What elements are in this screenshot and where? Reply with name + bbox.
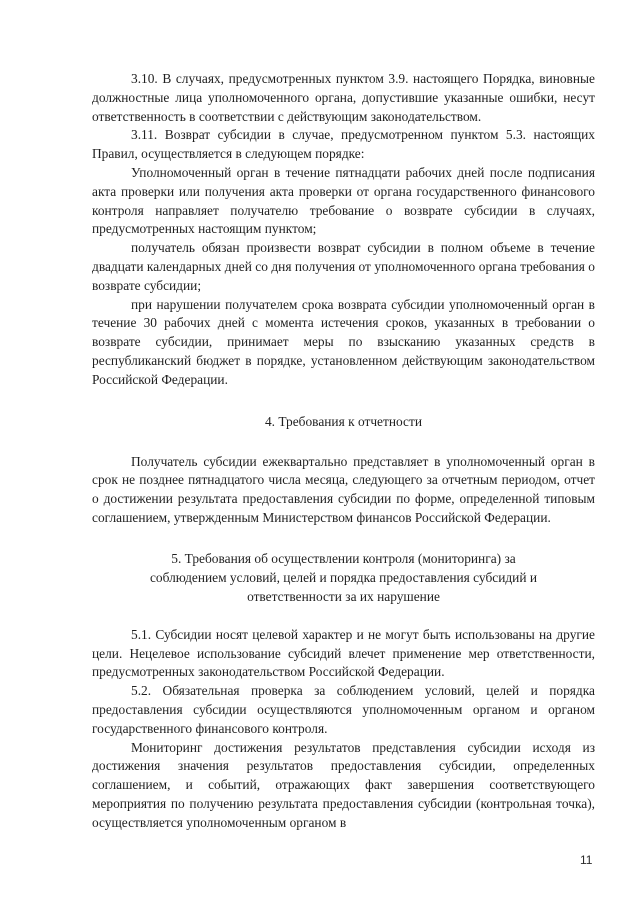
document-body bbox=[92, 70, 595, 833]
section-4-heading: 4. Требования к отчетности bbox=[264, 413, 423, 429]
section-4-paragraph: Получатель субсидии ежеквартально представляет в уполномоченный орган в срок не позднее пятнадцатого числа месяца, следующего за отчетным периодом, отчет о достижении результата предоставления субсидии по форме, определенной типовым соглашением, утвержденным Министерством финансов Российской Федерации. bbox=[92, 453, 595, 525]
paragraph-3-10: 3.10. В случаях, предусмотренных пунктом 3.9. настоящего Порядка, виновные должностные лица уполномоченного органа, допустившие указанные ошибки, несут ответственность в соответствии с действующим законодательством. bbox=[92, 71, 595, 124]
paragraph-3-11-item-1: Уполномоченный орган в течение пятнадцати рабочих дней после подписания акта проверки или получения акта проверки от органа государственного финансового контроля направляет получателю требование о возврате субсидии в случаях, предусмотренных настоящим пунктом; bbox=[92, 164, 595, 237]
paragraph-monitoring: Мониторинг достижения результатов представления субсидии исходя из достижения значения результатов предоставления субсидии, определенных соглашением, и событий, отражающих факт завершения соответствующего мероприятия по получению результата предоставления субсидии (контрольная точка), осуществляется уполномоченным органом в bbox=[92, 739, 595, 830]
section-5-heading-line: ответственности за их нарушение bbox=[247, 588, 440, 604]
paragraph-3-11-item-2: получатель обязан произвести возврат субсидии в полном объеме в течение двадцати календарных дней со дня получения от уполномоченного органа требования о возврате субсидии; bbox=[92, 240, 595, 293]
paragraph-5-2: 5.2. Обязательная проверка за соблюдением условий, целей и порядка предоставления субсидии осуществляются уполномоченным органом и органом государственного финансового контроля. bbox=[92, 683, 595, 736]
section-5-heading-line: 5. Требования об осуществлении контроля (мониторинга) за bbox=[171, 550, 516, 566]
paragraph-3-11: 3.11. Возврат субсидии в случае, предусмотренном пунктом 5.3. настоящих Правил, осуществляется в следующем порядке: bbox=[92, 127, 595, 162]
section-5-heading-line: соблюдением условий, целей и порядка предоставления субсидий и bbox=[149, 569, 538, 585]
paragraph-5-1: 5.1. Субсидии носят целевой характер и не могут быть использованы на другие цели. Нецелевое использование субсидий влечет применение мер ответственности, предусмотренных законодательством Российской Федерации. bbox=[92, 626, 595, 680]
paragraph-3-11-item-3: при нарушении получателем срока возврата субсидии уполномоченный орган в течение 30 рабочих дней с момента истечения сроков, указанных в требовании о возврате субсидии, принимает меры по взысканию указанных средств в республиканский бюджет в порядке, установленном действующим законодательством Российской Федерации. bbox=[92, 296, 595, 387]
section-5-heading bbox=[92, 549, 595, 606]
page-number: 11 bbox=[580, 853, 593, 867]
